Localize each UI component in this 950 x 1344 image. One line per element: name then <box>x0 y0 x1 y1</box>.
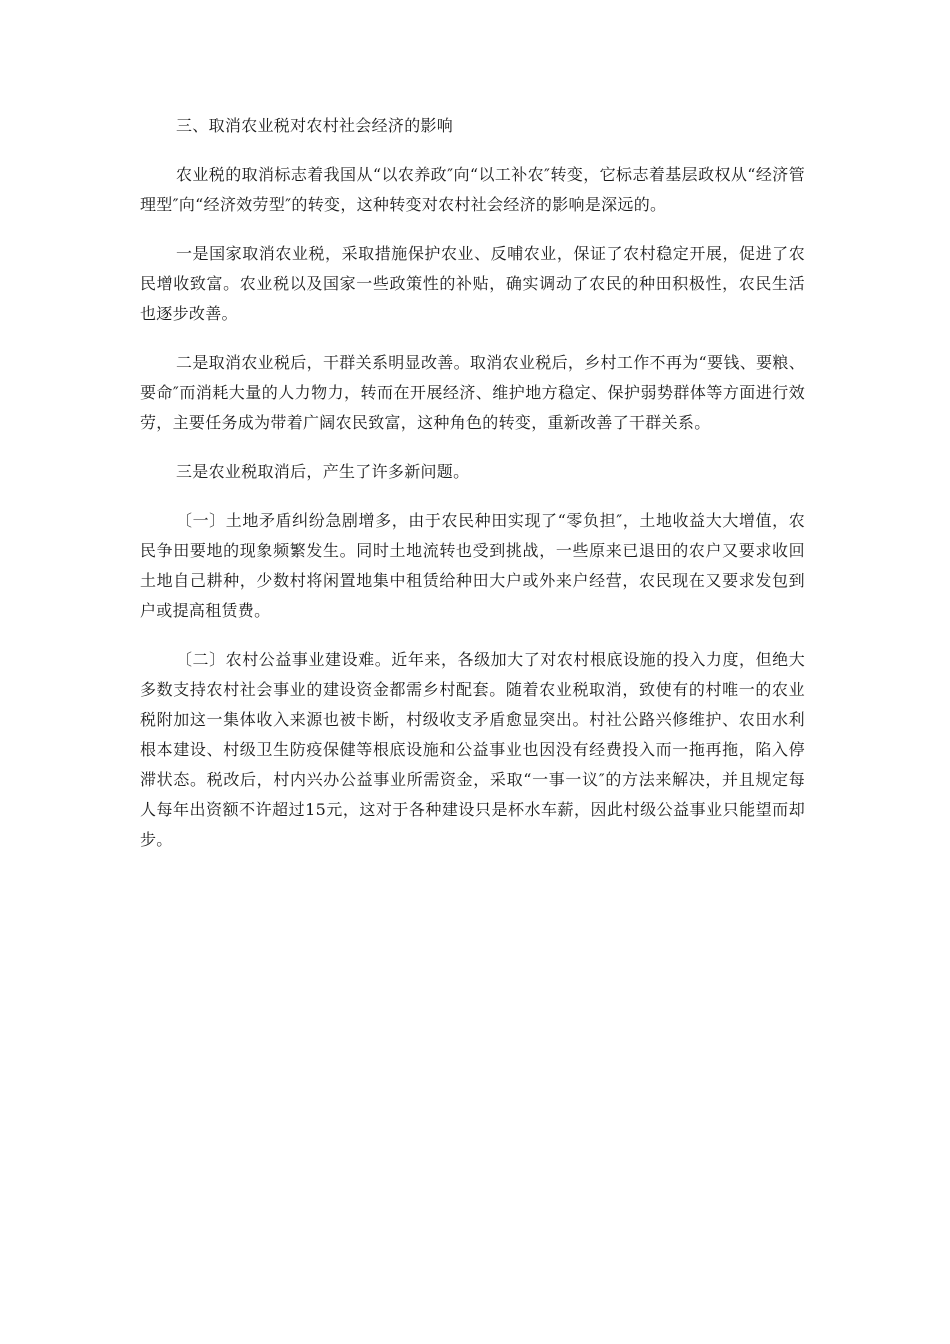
paragraph-subpoint-two: 〔二〕农村公益事业建设难。近年来，各级加大了对农村根底设施的投入力度，但绝大多数支持农村社会事业的建设资金都需乡村配套。随着农业税取消，致使有的村唯一的农业税附加这一集体收入来源也被卡断，村级收支矛盾愈显突出。村社公路兴修维护、农田水利根本建设、村级卫生防疫保健等根底设施和公益事业也因没有经费投入而一拖再拖，陷入停滞状态。税改后，村内兴办公益事业所需资金，采取“一事一议″的方法来解决，并且规定每人每年出资额不许超过15元，这对于各种建设只是杯水车薪，因此村级公益事业只能望而却步。 <box>140 650 805 849</box>
paragraph-point-one: 一是国家取消农业税，采取措施保护农业、反哺农业，保证了农村稳定开展，促进了农民增收致富。农业税以及国家一些政策性的补贴，确实调动了农民的种田积极性，农民生活也逐步改善。 <box>140 244 805 323</box>
paragraph-intro: 农业税的取消标志着我国从“以农养政″向“以工补农″转变，它标志着基层政权从“经济管理型″向“经济效劳型″的转变，这种转变对农村社会经济的影响是深远的。 <box>140 165 805 214</box>
paragraph-subpoint-one: 〔一〕土地矛盾纠纷急剧增多，由于农民种田实现了“零负担″，土地收益大大增值，农民争田要地的现象频繁发生。同时土地流转也受到挑战，一些原来已退田的农户又要求收回土地自己耕种，少数村将闲置地集中租赁给种田大户或外来户经营，农民现在又要求发包到户或提高租赁费。 <box>140 511 805 620</box>
section-heading: 三、取消农业税对农村社会经济的影响 <box>176 116 454 135</box>
paragraph-point-two: 二是取消农业税后，干群关系明显改善。取消农业税后，乡村工作不再为“要钱、要粮、要命″而消耗大量的人力物力，转而在开展经济、维护地方稳定、保护弱势群体等方面进行效劳，主要任务成为带着广阔农民致富，这种角色的转变，重新改善了干群关系。 <box>140 353 805 432</box>
document-body <box>140 111 805 874</box>
paragraph-point-three: 三是农业税取消后，产生了许多新问题。 <box>176 462 470 481</box>
